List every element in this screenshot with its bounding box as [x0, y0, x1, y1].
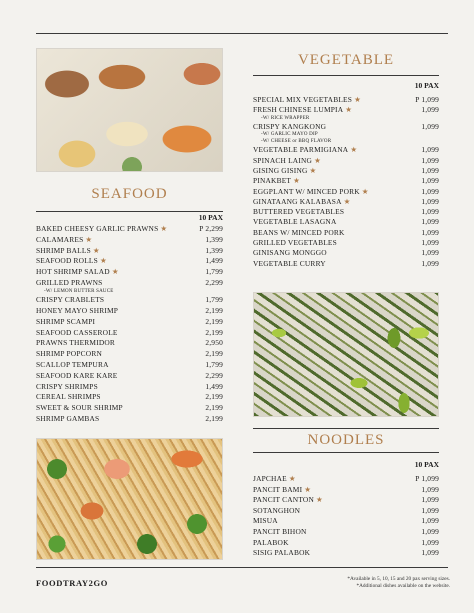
- menu-item: [36, 328, 223, 339]
- menu-item-name: CRISPY CRABLETS: [36, 295, 105, 305]
- menu-item-name: BEANS W/ MINCED PORK: [253, 227, 345, 237]
- menu-item-name: PRAWNS THERMIDOR: [36, 338, 116, 348]
- signature-star-icon: ★: [343, 196, 351, 206]
- signature-star-icon: ★: [111, 267, 119, 277]
- menu-item-price: 1,099: [421, 207, 439, 217]
- menu-item: [36, 295, 223, 306]
- menu-item-price: 1,099: [421, 227, 439, 237]
- menu-item: [36, 371, 223, 382]
- menu-item-price: 1,099: [421, 165, 439, 175]
- signature-star-icon: ★: [293, 176, 300, 186]
- menu-item-name: PANCIT CANTON ★: [253, 495, 323, 505]
- menu-item-name: SEAFOOD KARE KARE: [36, 370, 118, 380]
- menu-item-name: VEGETABLE CURRY: [253, 258, 326, 268]
- menu-item-price: P 1,099: [415, 474, 439, 483]
- menu-item-price: 1,099: [421, 122, 439, 132]
- menu-item-price: 1,799: [205, 267, 223, 277]
- menu-item: [253, 166, 439, 176]
- brand-logo-text: FOODTRAY2GO: [36, 578, 108, 588]
- menu-item-name: PINAKBET ★: [253, 176, 300, 186]
- menu-item-name: SEAFOOD ROLLS ★: [36, 256, 107, 266]
- menu-item: [253, 187, 439, 197]
- top-rule: [36, 33, 448, 34]
- menu-item-price: 1,099: [421, 516, 439, 526]
- menu-item-name: PANCIT BAMI ★: [253, 484, 312, 494]
- menu-item-name: GINISANG MONGGO: [253, 248, 327, 258]
- menu-item-name: SHRIMP GAMBAS: [36, 414, 100, 424]
- menu-item: [253, 527, 439, 538]
- menu-item-name: SHRIMP POPCORN: [36, 349, 102, 359]
- signature-star-icon: ★: [361, 186, 369, 196]
- menu-item-price: 1,099: [421, 176, 439, 186]
- menu-item-price: 1,399: [205, 234, 223, 244]
- menu-item-price: 1,099: [421, 495, 439, 505]
- menu-item-price: 1,399: [205, 245, 223, 255]
- menu-item: [36, 403, 223, 414]
- menu-item-price: 1,099: [421, 217, 439, 227]
- menu-item-name: SPINACH LAING ★: [253, 155, 321, 165]
- noodles-title: NOODLES: [307, 432, 385, 448]
- seafood-title-rule: [36, 211, 223, 212]
- menu-item: [253, 506, 439, 517]
- menu-item-price: 1,099: [421, 548, 439, 558]
- menu-item-name: BAKED CHEESY GARLIC PRAWNS ★: [36, 224, 168, 233]
- menu-item-name: VEGETABLE PARMIGIANA ★: [253, 145, 358, 155]
- menu-item: [36, 317, 223, 328]
- menu-item-name: PANCIT BIHON: [253, 526, 307, 536]
- menu-item-name: SPECIAL MIX VEGETABLES ★: [253, 95, 361, 104]
- footnotes: [300, 576, 450, 590]
- menu-item-name: EGGPLANT W/ MINCED PORK ★: [253, 186, 369, 196]
- menu-item-price: 1,799: [205, 295, 223, 305]
- menu-item-price: 1,099: [421, 145, 439, 155]
- menu-item: [253, 259, 439, 269]
- menu-item-name: SISIG PALABOK: [253, 548, 311, 558]
- menu-item-name: HONEY MAYO SHRIMP: [36, 306, 119, 316]
- signature-star-icon: ★: [354, 95, 361, 104]
- menu-item-name: CRISPY SHRIMPS: [36, 381, 98, 391]
- spinach-laing-photo: [253, 292, 439, 417]
- menu-item-price: 2,299: [205, 277, 223, 287]
- menu-item-note-text: -W/ LEMON BUTTER SAUCE: [44, 288, 114, 294]
- menu-item-price: P 1,099: [415, 95, 439, 104]
- menu-item-note-text: -W/ CHEESE or BBQ FLAVOR: [261, 138, 332, 144]
- menu-item: [36, 392, 223, 403]
- menu-item-name: SWEET & SOUR SHRIMP: [36, 403, 123, 413]
- menu-item: [253, 548, 439, 559]
- menu-item-name: SOTANGHON: [253, 505, 301, 515]
- menu-item-name: SHRIMP BALLS ★: [36, 245, 100, 255]
- signature-star-icon: ★: [99, 256, 107, 266]
- signature-star-icon: ★: [314, 155, 321, 165]
- menu-item-name: CEREAL SHRIMPS: [36, 392, 101, 402]
- menu-item: [253, 495, 439, 506]
- menu-item: [253, 248, 439, 258]
- menu-item-price: 1,099: [421, 196, 439, 206]
- menu-item: [36, 278, 223, 289]
- footnote-serving-sizes: *Available in 5, 10, 15 and 20 pax serving sizes.: [347, 576, 450, 582]
- menu-item: [253, 207, 439, 217]
- signature-star-icon: ★: [92, 245, 100, 255]
- menu-item-name: CALAMARES ★: [36, 234, 93, 244]
- menu-item: [253, 197, 439, 207]
- bottom-rule: [36, 567, 448, 568]
- menu-item-price: 1,099: [421, 505, 439, 515]
- menu-item-name: VEGETABLE LASAGNA: [253, 217, 337, 227]
- noodles-menu-list: [253, 474, 439, 559]
- signature-star-icon: ★: [304, 484, 312, 494]
- menu-item-price: 1,799: [205, 360, 223, 370]
- menu-item-price: 1,499: [205, 381, 223, 391]
- menu-item-price: 1,099: [421, 238, 439, 248]
- seafood-menu-list: [36, 224, 223, 425]
- menu-item: [36, 267, 223, 278]
- noodles-title-rule-top: [253, 428, 439, 429]
- menu-item-name: GRILLED VEGETABLES: [253, 238, 337, 248]
- menu-item-name: GINATAANG KALABASA ★: [253, 196, 351, 206]
- pancit-noodles-photo: [36, 438, 223, 560]
- signature-star-icon: ★: [309, 165, 317, 175]
- menu-item-price: 1,499: [205, 256, 223, 266]
- menu-item-name: GRILLED PRAWNS: [36, 277, 103, 287]
- vegetable-pax-label: 10 PAX: [414, 81, 439, 90]
- menu-item: [253, 95, 439, 105]
- menu-item: [253, 474, 439, 485]
- signature-star-icon: ★: [350, 145, 358, 155]
- menu-item-name: BUTTERED VEGETABLES: [253, 207, 345, 217]
- menu-item-name: SHRIMP SCAMPI: [36, 316, 96, 326]
- menu-item-price: 1,099: [421, 186, 439, 196]
- signature-star-icon: ★: [160, 224, 168, 233]
- vegetable-menu-list: [253, 95, 439, 269]
- menu-item: [36, 246, 223, 257]
- menu-item-price: 1,099: [421, 248, 439, 258]
- menu-item: [36, 349, 223, 360]
- menu-item-price: 1,099: [421, 526, 439, 536]
- menu-item-name: MISUA: [253, 516, 278, 526]
- menu-item: [253, 485, 439, 496]
- signature-star-icon: ★: [315, 495, 323, 505]
- seafood-title: SEAFOOD: [91, 186, 168, 202]
- noodles-title-rule: [253, 452, 439, 453]
- menu-item: [253, 538, 439, 549]
- menu-item-name: FRESH CHINESE LUMPIA ★: [253, 105, 353, 115]
- menu-item: [253, 105, 439, 115]
- vegetable-title: VEGETABLE: [297, 52, 395, 68]
- menu-item-price: 2,950: [205, 338, 223, 348]
- menu-item: [36, 382, 223, 393]
- menu-item-price: 2,299: [205, 370, 223, 380]
- menu-item-price: 2,199: [205, 316, 223, 326]
- menu-item: [36, 256, 223, 267]
- menu-item: [253, 217, 439, 227]
- menu-item-name: GISING GISING ★: [253, 165, 317, 175]
- menu-item-note-text: -W/ GARLIC MAYO DIP: [261, 132, 318, 138]
- menu-item-name: JAPCHAE ★: [253, 474, 296, 483]
- menu-item: [253, 228, 439, 238]
- menu-item-price: 1,099: [421, 484, 439, 494]
- menu-item: [253, 238, 439, 248]
- menu-item: [36, 306, 223, 317]
- menu-item-price: 2,199: [205, 349, 223, 359]
- menu-item: [253, 176, 439, 186]
- vegetable-title-rule: [253, 75, 439, 76]
- menu-item-name: SEAFOOD CASSEROLE: [36, 327, 118, 337]
- menu-item-name: HOT SHRIMP SALAD ★: [36, 267, 119, 277]
- menu-item-name: SCALLOP TEMPURA: [36, 360, 109, 370]
- menu-item: [253, 122, 439, 132]
- menu-item-name: PALABOK: [253, 537, 289, 547]
- menu-item: [36, 235, 223, 246]
- menu-item-price: 1,099: [421, 105, 439, 115]
- menu-item: [36, 414, 223, 425]
- menu-item: [253, 516, 439, 527]
- menu-item-price: 2,199: [205, 403, 223, 413]
- menu-item-price: P 2,299: [199, 224, 223, 233]
- menu-item-price: 1,099: [421, 258, 439, 268]
- signature-star-icon: ★: [345, 105, 353, 115]
- menu-item: [253, 145, 439, 155]
- menu-item-price: 2,199: [205, 306, 223, 316]
- signature-star-icon: ★: [288, 474, 296, 483]
- signature-star-icon: ★: [85, 234, 93, 244]
- menu-item: [36, 224, 223, 235]
- menu-item-price: 1,099: [421, 537, 439, 547]
- menu-item-name: CRISPY KANGKONG: [253, 122, 327, 132]
- seafood-pax-label: 10 PAX: [198, 213, 223, 222]
- seafood-platter-photo: [36, 48, 223, 172]
- menu-item: [36, 338, 223, 349]
- menu-item-note-text: -W/ RICE WRAPPER: [261, 115, 310, 121]
- menu-item-price: 1,099: [421, 155, 439, 165]
- noodles-pax-label: 10 PAX: [414, 460, 439, 469]
- menu-item-price: 2,199: [205, 414, 223, 424]
- menu-item: [36, 360, 223, 371]
- menu-item: [253, 156, 439, 166]
- footnote-additional-dishes: *Additional dishes available on the website.: [356, 583, 450, 589]
- menu-item-price: 2,199: [205, 392, 223, 402]
- menu-item-price: 2,199: [205, 327, 223, 337]
